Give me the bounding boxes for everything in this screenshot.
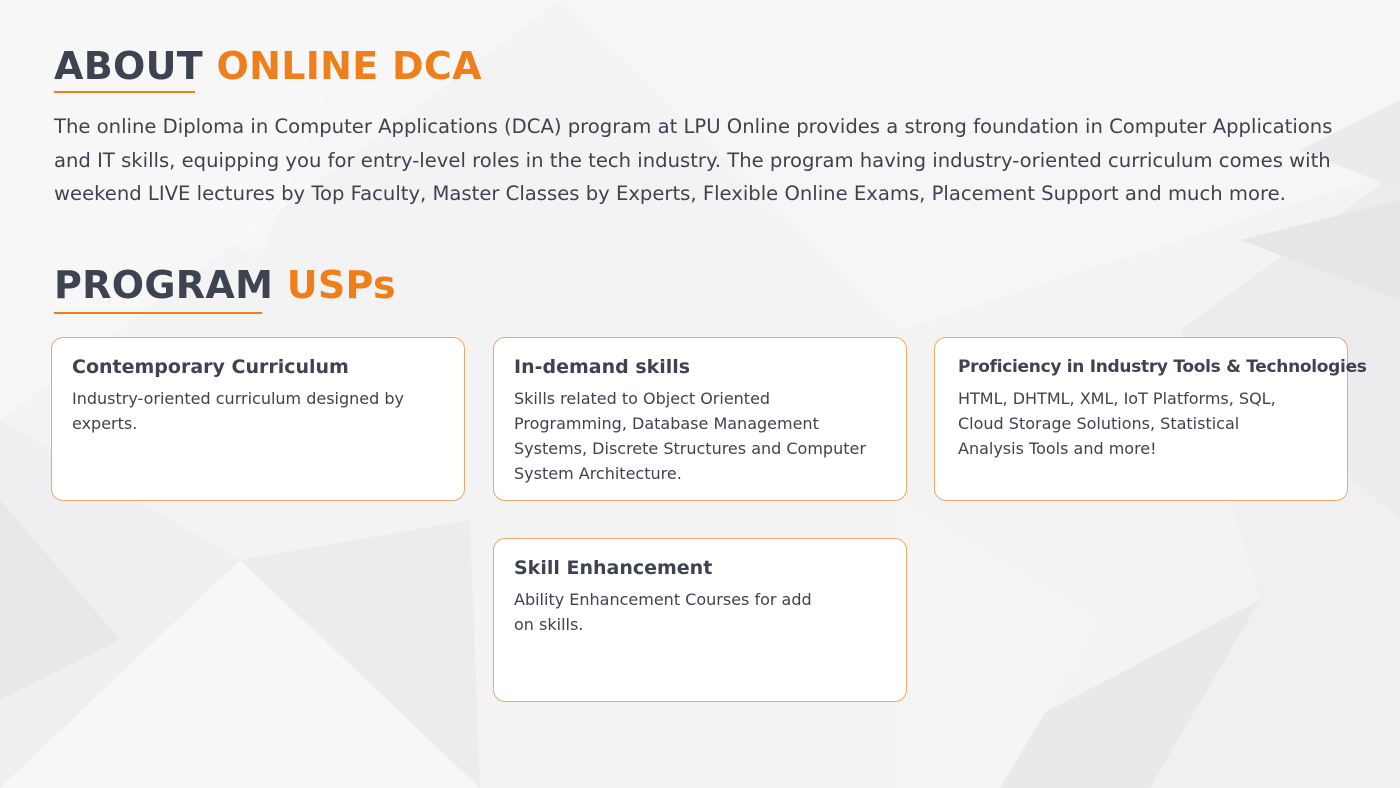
usps-heading-underline <box>54 312 262 314</box>
about-heading-accent: ONLINE DCA <box>216 44 482 88</box>
about-description: The online Diploma in Computer Applications (DCA) program at LPU Online provides a strong foundation in Computer Applications and IT skills, equipping you for entry-level roles in the tech industry. The program having industry-oriented curriculum comes with weekend LIVE lectures by Top Faculty, Master Classes by Experts, Flexible Online Exams, Placement Support and much more. <box>54 115 1333 205</box>
usp-card-description: HTML, DHTML, XML, IoT Platforms, SQL, Cloud Storage Solutions, Statistical Analysis Tools and more! <box>958 389 1276 458</box>
usp-card-description: Industry-oriented curriculum designed by experts. <box>72 389 404 433</box>
usp-card-title: Contemporary Curriculum <box>72 356 349 378</box>
usp-card-industry-tools <box>934 337 1367 501</box>
usp-card-contemporary-curriculum <box>51 337 465 501</box>
usps-heading <box>54 263 396 307</box>
usp-card-description: Ability Enhancement Courses for add on skills. <box>514 590 812 634</box>
usp-card-description: Skills related to Object Oriented Programming, Database Management Systems, Discrete Structures and Computer System Architecture. <box>514 389 866 483</box>
about-heading <box>54 44 482 88</box>
usp-card-title: Skill Enhancement <box>514 557 713 579</box>
usp-card-in-demand-skills <box>493 337 907 501</box>
usps-heading-accent: USPs <box>286 263 396 307</box>
about-heading-underline <box>54 91 195 93</box>
usp-card-title: Proficiency in Industry Tools & Technologies <box>958 357 1367 377</box>
usp-card-title: In-demand skills <box>514 356 691 378</box>
usps-heading-dark: PROGRAM <box>54 263 274 307</box>
about-heading-dark: ABOUT <box>54 44 203 88</box>
usp-card-skill-enhancement <box>493 538 907 702</box>
